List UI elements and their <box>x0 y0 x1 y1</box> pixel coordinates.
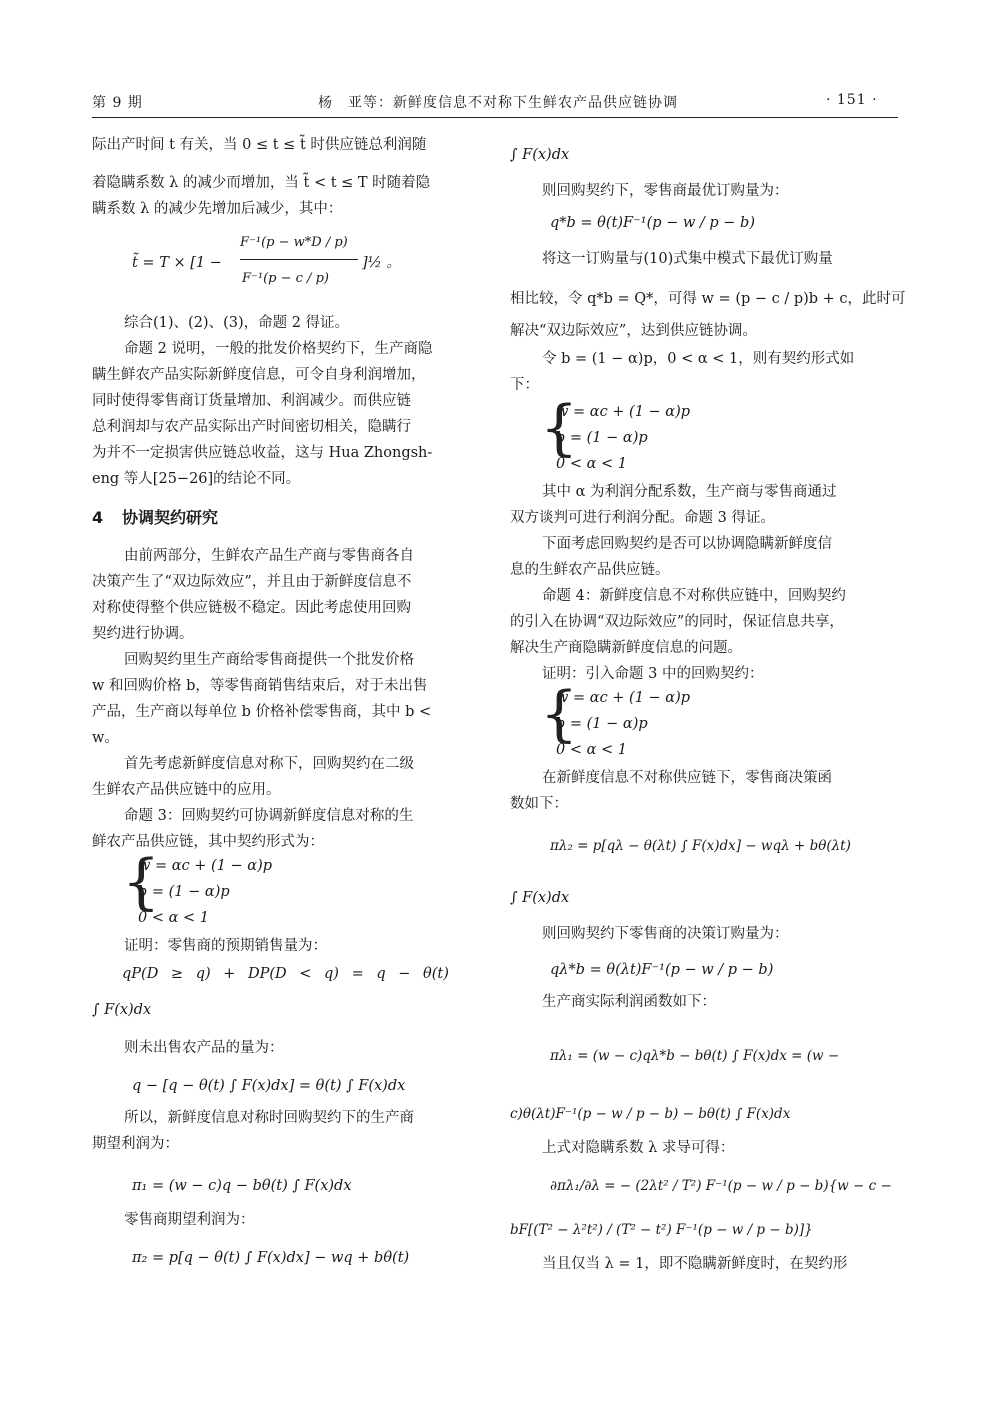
text-line: 对称使得整个供应链极不稳定。因此考虑使用回购 <box>92 600 411 616</box>
equation-6-cont: ∫ F(x)dx <box>510 890 570 906</box>
text-line: 所以，新鲜度信息对称时回购契约下的生产商 <box>124 1110 414 1126</box>
text-line: 在新鲜度信息不对称供应链下，零售商决策函 <box>542 770 832 786</box>
text-line: 解决“双边际效应”，达到供应链协调。 <box>510 323 757 339</box>
text-line: 数如下： <box>510 796 568 812</box>
text-line: eng 等人[25−26]的结论不同。 <box>92 471 301 487</box>
text-line: 证明：零售商的预期销售量为： <box>124 938 327 954</box>
text-line: 令 b = (1 − α)p，0 < α < 1，则有契约形式如 <box>542 351 855 367</box>
text-line: 零售商期望利润为： <box>124 1212 255 1228</box>
text-line: w 和回购价格 b，等零售商销售结束后，对于未出售 <box>92 678 428 694</box>
text-line: 解决生产商隐瞒新鲜度信息的问题。 <box>510 640 742 656</box>
system-line: 0 < α < 1 <box>556 456 627 472</box>
text-line: 则回购契约下零售商的决策订购量为： <box>542 926 789 942</box>
section-title: 协调契约研究 <box>122 508 219 527</box>
text-line: 鲜农产品供应链，其中契约形式为： <box>92 834 324 850</box>
text-line: 契约进行协调。 <box>92 626 194 642</box>
equation-t-denominator: F⁻¹(p − c / p) <box>242 271 329 286</box>
equation-9: ∂πλ₁/∂λ = − (2λt² / T²) F⁻¹(p − w / p − b){w − c − <box>550 1178 892 1194</box>
system-line: b = (1 − α)p <box>556 430 648 446</box>
text-line: 由前两部分，生鲜农产品生产商与零售商各自 <box>124 548 414 564</box>
text-line: 的引入在协调“双边际效应”的同时，保证信息共享， <box>510 614 844 630</box>
equation-1: qP(D ≥ q) + DP(D < q) = q − θ(t) <box>122 966 449 982</box>
text-line: 命题 3：回购契约可协调新鲜度信息对称的生 <box>124 808 414 824</box>
text-line: 产品，生产商以每单位 b 价格补偿零售商，其中 b < <box>92 704 432 720</box>
page-number: · 151 · <box>826 92 878 108</box>
system-line: b = (1 − α)p <box>556 716 648 732</box>
system-line: 0 < α < 1 <box>138 910 209 926</box>
text-line: 同时使得零售商订货量增加、利润减少。而供应链 <box>92 393 411 409</box>
text-line: 瞒生鲜农产品实际新鲜度信息，可令自身利润增加， <box>92 367 426 383</box>
brace-symbol: { <box>122 847 161 917</box>
system-line: w = αc + (1 − α)p <box>138 858 273 874</box>
text-line: w。 <box>92 730 119 746</box>
fraction-bar <box>240 259 358 260</box>
text-line: 生产商实际利润函数如下： <box>542 994 716 1010</box>
section-number: 4 <box>92 508 104 527</box>
text-line: 下面考虑回购契约是否可以协调隐瞒新鲜度信 <box>542 536 832 552</box>
text-line: 决策产生了“双边际效应”，并且由于新鲜度信息不 <box>92 574 412 590</box>
equation-4: π₂ = p[q − θ(t) ∫ F(x)dx] − wq + bθ(t) <box>132 1250 410 1266</box>
text-line: 将这一订购量与(10)式集中模式下最优订购量 <box>542 251 833 267</box>
system-line: w = αc + (1 − α)p <box>556 690 691 706</box>
text-line: 则回购契约下，零售商最优订购量为： <box>542 183 789 199</box>
equation-9-cont: bF[(T² − λ²t²) / (T² − t²) F⁻¹(p − w / p − b)]} <box>510 1222 813 1238</box>
equation-8: πλ₁ = (w − c)qλ*b − bθ(t) ∫ F(x)dx = (w − <box>550 1048 840 1064</box>
text-line: 综合(1)、(2)、(3)，命题 2 得证。 <box>124 315 350 331</box>
text-line: 息的生鲜农产品供应链。 <box>510 562 670 578</box>
text-line: 首先考虑新鲜度信息对称下，回购契约在二级 <box>124 756 414 772</box>
text-line: 期望利润为： <box>92 1136 179 1152</box>
text-line: 当且仅当 λ = 1，即不隐瞒新鲜度时，在契约形 <box>542 1256 848 1272</box>
text-line: 证明：引入命题 3 中的回购契约： <box>542 666 764 682</box>
text-line: 相比较，令 q*b = Q*，可得 w = (p − c / p)b + c，此时可 <box>510 291 906 307</box>
equation-t-lhs: t̃ = T × [1 − <box>132 255 222 271</box>
text-line: 命题 4：新鲜度信息不对称供应链中，回购契约 <box>542 588 846 604</box>
text-line: 总利润却与农产品实际出产时间密切相关，隐瞒行 <box>92 419 411 435</box>
text-line: 下： <box>510 377 539 393</box>
text-line: 双方谈判可进行利润分配。命题 3 得证。 <box>510 510 775 526</box>
text-line: 上式对隐瞒系数 λ 求导可得： <box>542 1140 735 1156</box>
text-line: 着隐瞒系数 λ 的减少而增加，当 t̃ < t ≤ T 时随着隐 <box>92 175 431 191</box>
equation-4-cont: ∫ F(x)dx <box>510 147 570 163</box>
equation-2: q − [q − θ(t) ∫ F(x)dx] = θ(t) ∫ F(x)dx <box>132 1078 406 1094</box>
equation-t-numerator: F⁻¹(p − w*D / p) <box>240 235 348 250</box>
brace-symbol: { <box>540 393 579 463</box>
system-line: w = αc + (1 − α)p <box>556 404 691 420</box>
text-line: 其中 α 为利润分配系数，生产商与零售商通过 <box>542 484 837 500</box>
brace-symbol: { <box>540 679 579 749</box>
issue-label: 第 9 期 <box>92 95 143 111</box>
running-title: 杨 亚等：新鲜度信息不对称下生鲜农产品供应链协调 <box>318 95 678 111</box>
text-line: 瞒系数 λ 的减少先增加后减少，其中： <box>92 201 343 217</box>
text-line: 际出产时间 t 有关，当 0 ≤ t ≤ t̃ 时供应链总利润随 <box>92 137 427 153</box>
equation-7: qλ*b = θ(λt)F⁻¹(p − w / p − b) <box>550 962 774 978</box>
text-line: 命题 2 说明，一般的批发价格契约下，生产商隐 <box>124 341 433 357</box>
text-line: 回购契约里生产商给零售商提供一个批发价格 <box>124 652 414 668</box>
equation-8-cont: c)θ(λt)F⁻¹(p − w / p − b) − bθ(t) ∫ F(x)dx <box>510 1106 791 1122</box>
text-line: 则未出售农产品的量为： <box>124 1040 284 1056</box>
header-rule <box>92 117 898 118</box>
text-line: 生鲜农产品供应链中的应用。 <box>92 782 281 798</box>
equation-6: πλ₂ = p[qλ − θ(λt) ∫ F(x)dx] − wqλ + bθ(λt) <box>550 838 851 854</box>
equation-3: π₁ = (w − c)q − bθ(t) ∫ F(x)dx <box>132 1178 352 1194</box>
equation-5: q*b = θ(t)F⁻¹(p − w / p − b) <box>550 215 755 231</box>
equation-1-cont: ∫ F(x)dx <box>92 1002 152 1018</box>
text-line: 为并不一定损害供应链总收益，这与 Hua Zhongsh- <box>92 445 433 461</box>
system-line: 0 < α < 1 <box>556 742 627 758</box>
equation-t-rhs: ]½ 。 <box>362 255 401 271</box>
system-line: b = (1 − α)p <box>138 884 230 900</box>
